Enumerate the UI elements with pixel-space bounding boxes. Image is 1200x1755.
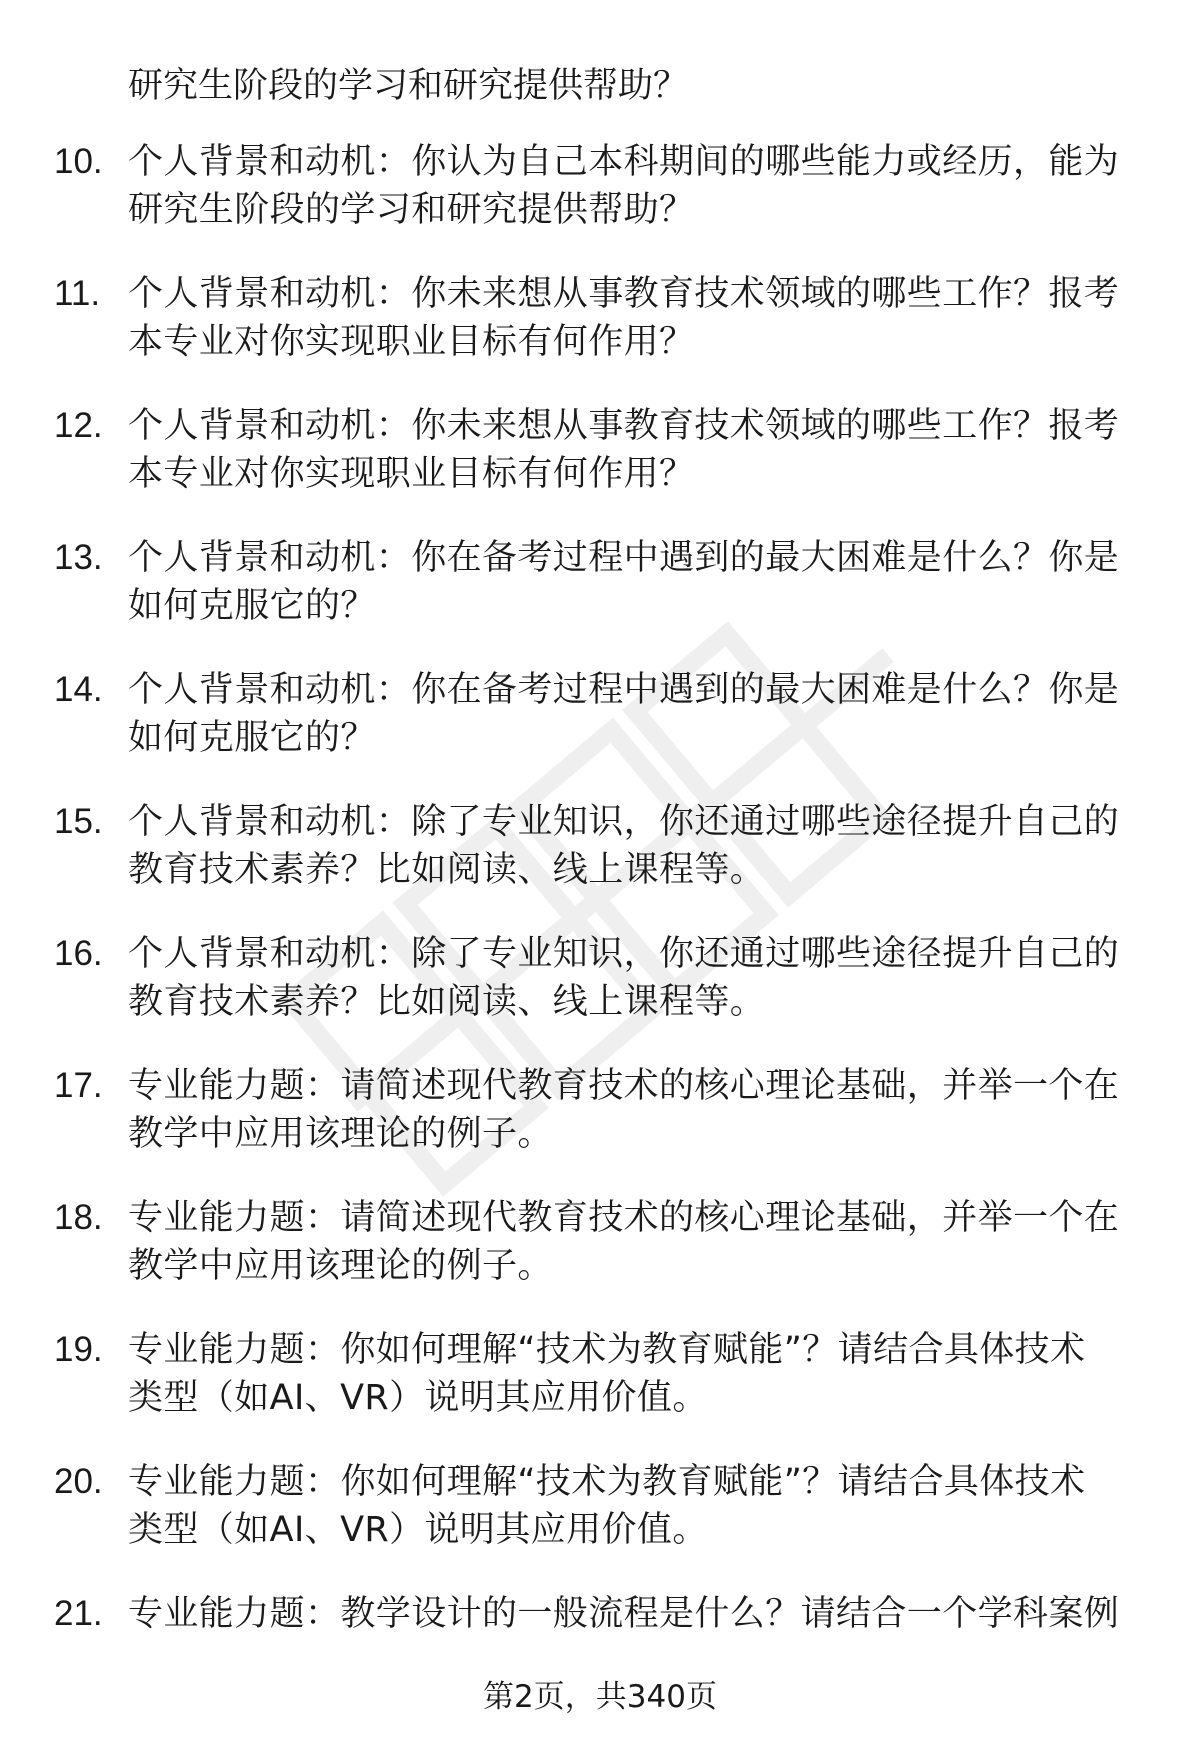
- item-text: 个人背景和动机：你在备考过程中遇到的最大困难是什么？你是 如何克服它的？: [128, 670, 1120, 758]
- item-number: 16.: [54, 934, 103, 973]
- list-item: [0, 798, 1200, 930]
- item-text: 个人背景和动机：你认为自己本科期间的哪些能力或经历，能为 研究生阶段的学习和研究提供帮助？: [128, 142, 1120, 230]
- list-item: [0, 138, 1200, 270]
- item-text: 专业能力题：你如何理解“技术为教育赋能”？请结合具体技术 类型（如AI、VR）说明其应用价值。: [128, 1462, 1086, 1550]
- list-item: [0, 1194, 1200, 1326]
- list-item: [0, 1326, 1200, 1458]
- item-number: 14.: [54, 670, 103, 709]
- item-text: 专业能力题：请简述现代教育技术的核心理论基础，并举一个在 教学中应用该理论的例子。: [128, 1066, 1120, 1154]
- list-item: [0, 1458, 1200, 1590]
- list-item: [0, 534, 1200, 666]
- page-footer: 第2页，共340页: [483, 1679, 717, 1715]
- item-number: 11.: [54, 274, 101, 313]
- list-item: [0, 270, 1200, 402]
- item-number: 21.: [54, 1594, 103, 1633]
- item-text: 个人背景和动机：你在备考过程中遇到的最大困难是什么？你是 如何克服它的？: [128, 538, 1120, 626]
- item-text: 专业能力题：教学设计的一般流程是什么？请结合一个学科案例: [128, 1594, 1120, 1634]
- item-number: 19.: [54, 1330, 103, 1369]
- item-text: 个人背景和动机：你未来想从事教育技术领域的哪些工作？报考 本专业对你实现职业目标有何作用？: [128, 274, 1120, 362]
- item-text: 个人背景和动机：除了专业知识，你还通过哪些途径提升自己的 教育技术素养？比如阅读、线上课程等。: [128, 934, 1120, 1022]
- list-item: [0, 930, 1200, 1062]
- item-number: 10.: [54, 142, 103, 181]
- list-item: [0, 666, 1200, 798]
- item-number: 17.: [54, 1066, 103, 1105]
- item-number: 15.: [54, 802, 103, 841]
- item-text: 个人背景和动机：除了专业知识，你还通过哪些途径提升自己的 教育技术素养？比如阅读、线上课程等。: [128, 802, 1120, 890]
- item-number: 12.: [54, 406, 103, 445]
- continuation-line: 研究生阶段的学习和研究提供帮助？: [128, 66, 689, 106]
- item-text: 个人背景和动机：你未来想从事教育技术领域的哪些工作？报考 本专业对你实现职业目标有何作用？: [128, 406, 1120, 494]
- item-number: 20.: [54, 1462, 103, 1501]
- item-number: 18.: [54, 1198, 103, 1237]
- list-item: [0, 402, 1200, 534]
- question-list: [0, 138, 1200, 1722]
- item-text: 专业能力题：请简述现代教育技术的核心理论基础，并举一个在 教学中应用该理论的例子。: [128, 1198, 1120, 1286]
- list-item: [0, 1062, 1200, 1194]
- item-number: 13.: [54, 538, 103, 577]
- item-text: 专业能力题：你如何理解“技术为教育赋能”？请结合具体技术 类型（如AI、VR）说明其应用价值。: [128, 1330, 1086, 1418]
